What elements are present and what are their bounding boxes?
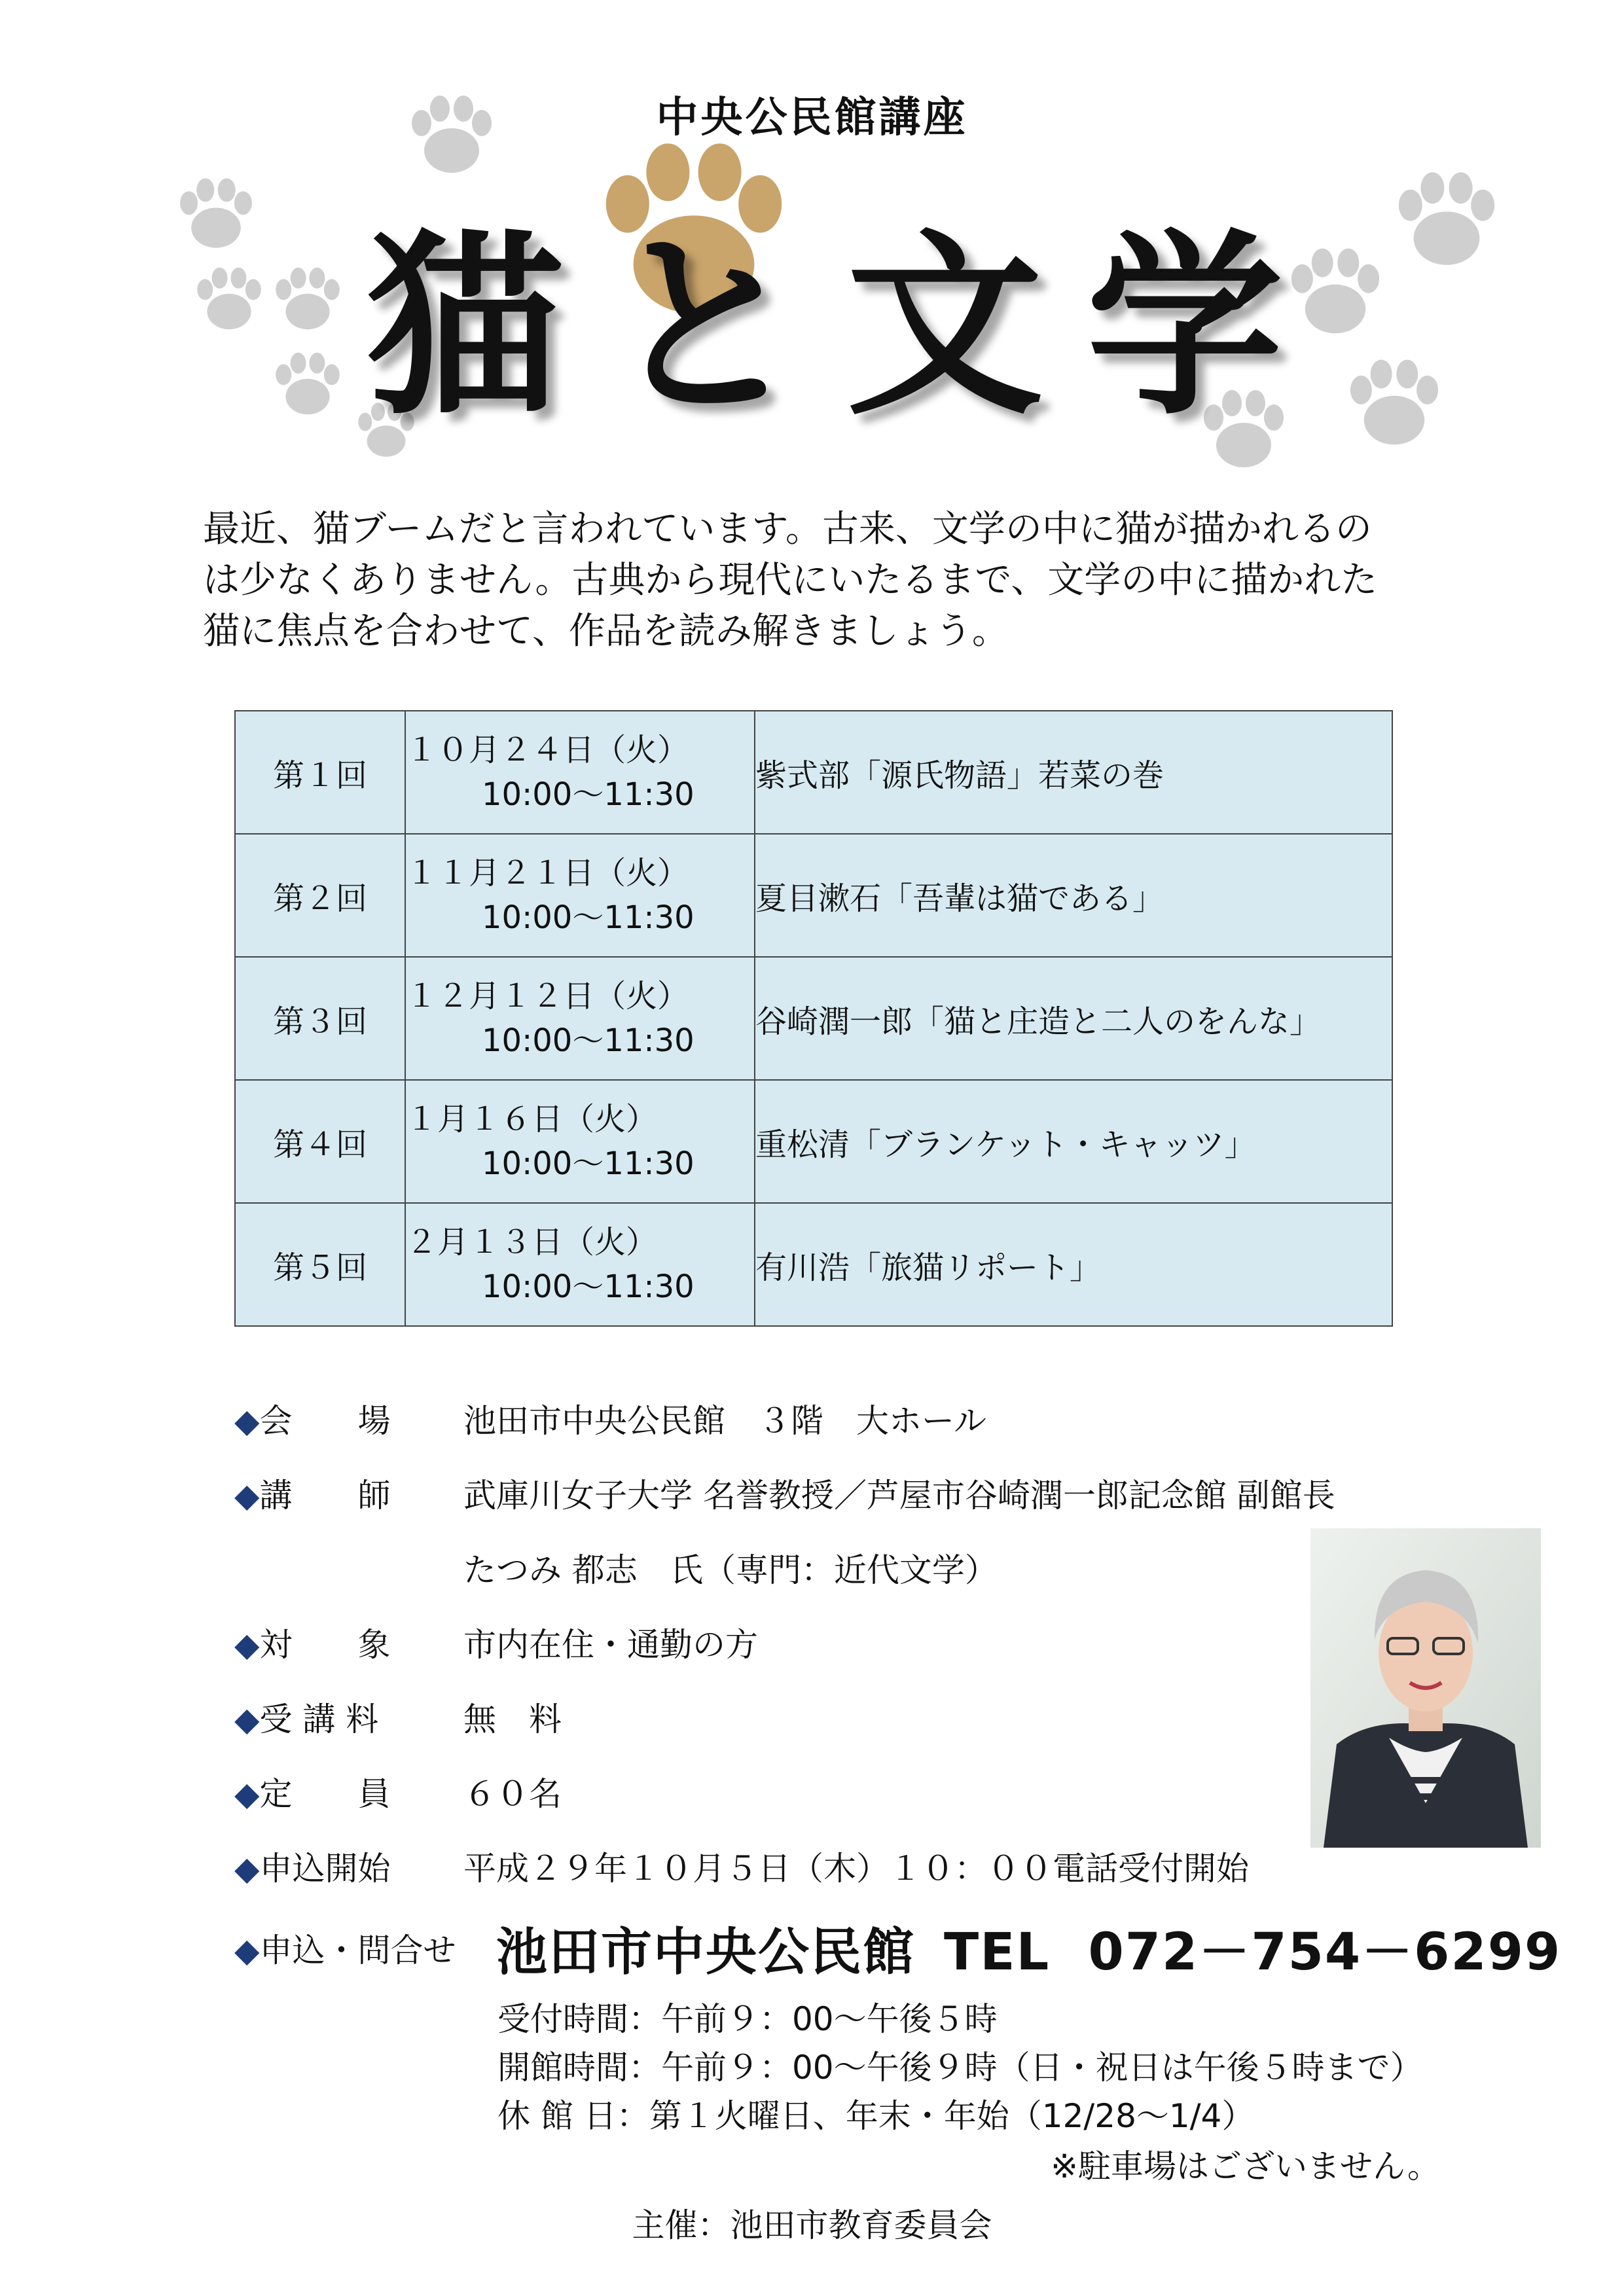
table-row: [235, 1080, 1392, 1203]
page-title: [367, 213, 1283, 441]
info-row-apply-start: [234, 1829, 1347, 1903]
contact-phone: TEL 072－754－6299: [944, 1923, 1562, 1982]
diamond-bullet-icon: ◆: [234, 1626, 260, 1664]
lecturer-name: たつみ 都志 氏（専門：近代文学）: [463, 1551, 998, 1589]
diamond-bullet-icon: ◆: [234, 1477, 260, 1515]
info-label: ◆対 象: [234, 1626, 391, 1664]
lecture-series-subtitle: 中央公民館講座: [656, 94, 968, 142]
intro-line: は少なくありません。古典から現代にいたるまで、文学の中に描かれた: [203, 559, 1378, 601]
lecturer-affiliation: 武庫川女子大学 名誉教授／芦屋市谷崎潤一郎記念館 副館長: [463, 1477, 1335, 1515]
session-time: 10:00～11:30: [482, 1268, 695, 1305]
session-work: 谷崎潤一郎「猫と庄造と二人のをんな」: [755, 957, 1392, 1080]
info-label: ◆講 師: [234, 1477, 391, 1515]
opening-hours-line: 開館時間：午前９：00～午後９時（日・祝日は午後５時まで）: [497, 2049, 1423, 2087]
info-row-target: [234, 1605, 1347, 1679]
diamond-bullet-icon: ◆: [234, 1850, 260, 1888]
apply-start-value: 平成２９年１０月５日（木）１０：００電話受付開始: [463, 1850, 1249, 1888]
info-row-lecturer: [234, 1456, 1347, 1530]
diamond-bullet-icon: ◆: [234, 1775, 260, 1813]
session-datetime: [405, 957, 755, 1080]
session-number: 第２回: [235, 834, 405, 957]
info-label: ◆会 場: [234, 1402, 391, 1440]
session-number: 第４回: [235, 1080, 405, 1203]
event-info-list: [234, 1381, 1347, 1903]
opening-hours: [497, 1995, 1423, 2140]
fee-value: 無 料: [463, 1700, 562, 1738]
session-date: １２月１２日（火）: [406, 978, 689, 1014]
session-number: 第１回: [235, 711, 405, 834]
session-time: 10:00～11:30: [482, 1145, 695, 1182]
session-datetime: [405, 711, 755, 834]
table-row: [235, 834, 1392, 957]
title-char: 学: [1086, 213, 1283, 441]
diamond-bullet-icon: ◆: [234, 1700, 260, 1738]
session-date: １０月２４日（火）: [406, 732, 689, 768]
capacity-value: ６０名: [463, 1775, 562, 1813]
lecture-schedule-table: [234, 710, 1393, 1327]
info-row-venue: [234, 1381, 1347, 1456]
session-datetime: [405, 1203, 755, 1326]
session-work: 有川浩「旅猫リポート」: [755, 1203, 1392, 1326]
contact-organization: 池田市中央公民館: [496, 1923, 916, 1982]
session-date: １月１６日（火）: [406, 1101, 658, 1138]
venue-value: 池田市中央公民館 ３階 大ホール: [463, 1402, 986, 1440]
target-value: 市内在住・通勤の方: [463, 1626, 758, 1664]
info-label: ◆申込開始: [234, 1850, 391, 1888]
info-label: ◆受 講 料: [234, 1700, 379, 1738]
info-row-fee: [234, 1679, 1347, 1754]
session-number: 第５回: [235, 1203, 405, 1326]
reception-hours: 受付時間：午前９：00～午後５時: [497, 2000, 998, 2038]
info-label: ◆定 員: [234, 1775, 391, 1813]
diamond-bullet-icon: ◆: [234, 1402, 260, 1440]
info-row-lecturer-name: [234, 1530, 1347, 1605]
title-char: と: [606, 213, 803, 441]
session-work: 紫式部「源氏物語」若菜の巻: [755, 711, 1392, 834]
session-time: 10:00～11:30: [482, 899, 695, 936]
intro-line: 最近、猫ブームだと言われています。古来、文学の中に猫が描かれるの: [203, 508, 1372, 550]
info-row-capacity: [234, 1754, 1347, 1829]
title-char: 文: [846, 213, 1043, 441]
organizer: 主催：池田市教育委員会: [632, 2206, 992, 2244]
contact-line: [234, 1911, 1561, 1984]
intro-text: [203, 504, 1479, 657]
session-date: １１月２１日（火）: [406, 855, 689, 891]
table-row: [235, 957, 1392, 1080]
diamond-bullet-icon: ◆: [234, 1931, 260, 1969]
session-time: 10:00～11:30: [482, 1022, 695, 1059]
session-number: 第３回: [235, 957, 405, 1080]
session-work: 重松清「ブランケット・キャッツ」: [755, 1080, 1392, 1203]
title-char: 猫: [367, 213, 563, 441]
parking-note: ※駐車場はございません。: [1051, 2147, 1440, 2185]
lecturer-photo: [1310, 1528, 1541, 1848]
session-datetime: [405, 1080, 755, 1203]
intro-line: 猫に焦点を合わせて、作品を読み解きましょう。: [203, 610, 1009, 653]
session-work: 夏目漱石「吾輩は猫である」: [755, 834, 1392, 957]
table-row: [235, 1203, 1392, 1326]
closed-days: 休 館 日：第１火曜日、年末・年始（12/28～1/4）: [497, 2097, 1255, 2135]
session-time: 10:00～11:30: [482, 776, 695, 813]
session-date: ２月１３日（火）: [406, 1224, 658, 1261]
contact-label: ◆申込・問合せ: [234, 1931, 456, 1969]
session-datetime: [405, 834, 755, 957]
table-row: [235, 711, 1392, 834]
